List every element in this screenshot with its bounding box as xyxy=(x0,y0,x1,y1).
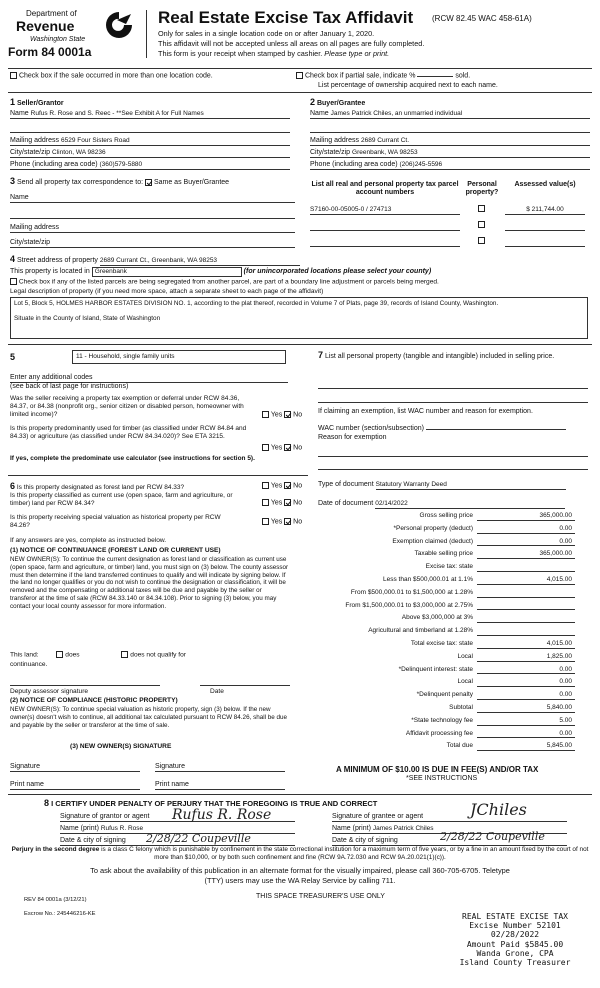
notice-compliance-title: (2) NOTICE OF COMPLIANCE (HISTORIC PROPERTY) xyxy=(10,697,178,704)
forest-yes-no[interactable]: Yes No xyxy=(262,482,302,491)
tax-row-value[interactable] xyxy=(477,563,575,572)
tax-row-value[interactable]: 0.00 xyxy=(477,678,575,687)
dor-logo xyxy=(8,8,140,60)
assessed-col-header: Assessed value(s) xyxy=(514,181,576,188)
grantee-signature-ink: JChiles xyxy=(470,800,527,819)
additional-codes[interactable]: Enter any additional codes (see back of last page for instructions) xyxy=(10,374,288,392)
personal-property-col-header: Personal property? xyxy=(465,181,499,197)
section-4-street: 4 Street address of property 2689 Currant Ct., Greenbank, WA 98253 xyxy=(10,254,300,266)
tax-row-value[interactable]: 5.00 xyxy=(477,717,575,726)
tax-row-label: Agricultural and timberland at 1.28% xyxy=(368,627,473,635)
tax-row-label: Affidavit processing fee xyxy=(405,729,473,737)
grantor-name-print[interactable]: Name (print) Rufus R. Rose xyxy=(60,825,295,834)
correspondence-name-field[interactable]: Name xyxy=(10,194,295,203)
segregated-checkbox[interactable] xyxy=(10,278,17,285)
tax-row-value[interactable]: 4,015.00 xyxy=(477,576,575,585)
legal-description-box[interactable] xyxy=(10,297,588,339)
tax-row-value[interactable] xyxy=(477,589,575,598)
land-use-code-select[interactable]: 11 - Household, single family units xyxy=(72,350,286,364)
timber-yes-checkbox[interactable] xyxy=(262,444,269,451)
correspondence-mailing-field[interactable]: Mailing address xyxy=(10,224,295,233)
see-instructions: *SEE INSTRUCTIONS xyxy=(406,775,478,782)
treasurer-use-only: THIS SPACE TREASURER'S USE ONLY xyxy=(256,893,385,900)
treasurer-stamp xyxy=(440,912,590,967)
personal-property-checkbox-1[interactable] xyxy=(478,205,485,212)
tax-row xyxy=(325,601,575,612)
does-qualify-checkbox[interactable] xyxy=(56,651,63,658)
tax-row-value[interactable]: 0.00 xyxy=(477,666,575,675)
historic-no-checkbox[interactable] xyxy=(284,518,291,525)
historic-yes-no[interactable]: Yes No xyxy=(262,518,302,527)
partial-sale-check[interactable]: Check box if partial sale, indicate % sold. xyxy=(296,72,470,81)
dept-line1: Department of xyxy=(26,9,77,18)
stamp-line: Excise Number 52101 xyxy=(469,921,561,931)
section-5-num: 5 xyxy=(10,352,16,362)
section-1-heading: 1 Seller/Grantor xyxy=(10,97,64,107)
tax-row-label: Above $3,000,000 at 3% xyxy=(401,614,473,622)
seller-mailing-field[interactable]: Mailing address 6529 Four Sisters Road xyxy=(10,137,290,146)
tax-row-label: Less than $500,000.01 at 1.1% xyxy=(383,576,473,583)
location-select[interactable]: Greenbank xyxy=(92,267,242,277)
tax-row xyxy=(325,562,575,573)
tax-row-value[interactable]: 0.00 xyxy=(477,538,575,547)
forest-question: 6 Is this property designated as forest land per RCW 84.33? xyxy=(10,481,185,491)
tax-row xyxy=(325,575,575,586)
alt-format-line1: To ask about the availability of this publication in an alternate format for the visually impaired, please call 360-705-6705. Teletype xyxy=(90,866,510,875)
does-not-qualify-checkbox[interactable] xyxy=(121,651,128,658)
wa-swoosh-icon xyxy=(104,10,134,40)
deputy-assessor-sig[interactable]: Deputy assessor signature xyxy=(10,688,89,695)
tax-row-label: Exemption claimed (deduct) xyxy=(392,537,473,545)
exemption-question: Was the seller receiving a property tax exemption or deferral under RCW 84.36, 84.37, or 84.38 (nonprofit org., senior citizen or disabled person, homeowner with limited income)? xyxy=(10,395,244,418)
legal-desc-line2: Situate in the County of Island, State of Washington xyxy=(14,314,161,322)
owner-print-1[interactable]: Print name xyxy=(10,781,140,790)
tax-row-value[interactable]: 0.00 xyxy=(477,691,575,700)
section-7-heading: 7 List all personal property (tangible and intangible) included in selling price. xyxy=(318,350,555,360)
partial-sale-note: List percentage of ownership acquired next to each name. xyxy=(318,82,498,89)
tax-row-value[interactable]: 4,015.00 xyxy=(477,640,575,649)
tax-row-label: *Delinquent interest: state xyxy=(398,665,473,673)
exemption-no-checkbox[interactable] xyxy=(284,411,291,418)
timber-question: Is this property predominantly used for timber (as classified under RCW 84.84 and 84.33) or agriculture (as classified under RCW 84.34.020)? See ETA 3215. xyxy=(10,425,247,440)
timber-no-checkbox[interactable] xyxy=(284,444,291,451)
if-any-yes: If any answers are yes, complete as instructed below. xyxy=(10,537,167,544)
grantor-signature-ink: Rufus R. Rose xyxy=(172,807,272,823)
current-use-yes-no[interactable]: Yes No xyxy=(262,499,302,508)
segregated-check[interactable]: Check box if any of the listed parcels are being segregated from another parcel, are part of a boundary line adjustment or parcels being merged. xyxy=(10,278,439,286)
current-use-question: Is this property classified as current use (open space, farm and agriculture, or timber) land per RCW 84.34? xyxy=(10,492,233,507)
tax-row-value[interactable]: 5,845.00 xyxy=(477,742,575,751)
tax-row-label: Excise tax: state xyxy=(425,563,473,571)
tax-row-label: Gross selling price xyxy=(419,512,473,519)
tax-row-label: From $500,000.01 to $1,500,000 at 1.28% xyxy=(350,588,473,596)
alt-format-line2: (TTY) users may use the WA Relay Service by calling 711. xyxy=(204,876,396,885)
tax-row-label: Subtotal xyxy=(449,704,473,711)
current-use-no-checkbox[interactable] xyxy=(284,499,291,506)
multi-location-checkbox[interactable] xyxy=(10,72,17,79)
correspondence-city-field[interactable]: City/state/zip xyxy=(10,239,295,248)
tax-row-label: Taxable selling price xyxy=(414,550,473,558)
forest-yes-checkbox[interactable] xyxy=(262,482,269,489)
tax-row xyxy=(325,537,575,548)
tax-row-label: Total excise tax: state xyxy=(410,640,473,647)
header-note-2: This affidavit will not be accepted unless all areas on all pages are fully completed. xyxy=(158,39,425,48)
tax-row xyxy=(325,690,575,701)
rcw-reference: (RCW 82.45 WAC 458-61A) xyxy=(432,14,532,23)
tax-row xyxy=(325,511,575,522)
escrow-number: Escrow No.: 245446216-KE xyxy=(24,911,96,917)
tax-row-label: *Delinquent penalty xyxy=(416,691,473,699)
continuance-label: continuance. xyxy=(10,661,48,668)
tax-row xyxy=(325,639,575,650)
tax-row-value[interactable]: 1,825.00 xyxy=(477,653,575,662)
grantee-name-print[interactable]: Name (print) James Patrick Chiles xyxy=(332,825,567,834)
tax-row-label: From $1,500,000.01 to $3,000,000 at 2.75% xyxy=(345,601,473,609)
tax-row-label: Total due xyxy=(446,742,473,750)
tax-row-value[interactable]: 5,840.00 xyxy=(477,704,575,713)
header-note-1: Only for sales in a single location code on or after January 1, 2020. xyxy=(158,29,375,38)
deputy-date[interactable]: Date xyxy=(210,688,224,695)
tax-row xyxy=(325,729,575,740)
rev-number: REV 84 0001a (3/12/21) xyxy=(24,897,87,903)
certify-statement: 8 I CERTIFY UNDER PENALTY OF PERJURY THAT THE FOREGOING IS TRUE AND CORRECT xyxy=(44,798,378,808)
current-use-yes-checkbox[interactable] xyxy=(262,499,269,506)
tax-row xyxy=(325,677,575,688)
grantee-date-ink: 2/28/22 Coupeville xyxy=(440,830,545,843)
forest-no-checkbox[interactable] xyxy=(284,482,291,489)
owner-print-2[interactable]: Print name xyxy=(155,781,285,790)
legal-desc-label: Legal description of property (if you need more space, attach a separate sheet to each page of the affidavit) xyxy=(10,288,324,295)
tax-row xyxy=(325,703,575,714)
tax-row xyxy=(325,613,575,624)
stamp-line: Island County Treasurer xyxy=(459,957,571,967)
tax-row-label: *Personal property (deduct) xyxy=(393,524,473,532)
tax-row-value[interactable]: 0.00 xyxy=(477,730,575,739)
notice-continuance-title: (1) NOTICE OF CONTINUANCE (FOREST LAND OR CURRENT USE) xyxy=(10,547,221,554)
tax-row-value[interactable] xyxy=(477,614,575,623)
grantee-signature[interactable]: Signature of grantee or agent xyxy=(332,813,567,822)
seller-phone-field[interactable]: Phone (including area code) (360)579-5880 xyxy=(10,161,290,170)
new-owner-sig-title: (3) NEW OWNER(S) SIGNATURE xyxy=(70,743,172,750)
document-type[interactable]: Type of document Statutory Warranty Deed xyxy=(318,481,566,490)
grantor-date-city[interactable]: Date & city of signing xyxy=(60,837,295,846)
form-number: Form 84 0001a xyxy=(8,45,92,59)
form-title: Real Estate Excise Tax Affidavit xyxy=(158,8,414,27)
timber-yes-no[interactable]: Yes No xyxy=(262,444,302,453)
stamp-line: REAL ESTATE EXCISE TAX xyxy=(462,912,568,921)
assessed-value-1[interactable]: $ 211,744.00 xyxy=(505,206,585,215)
dept-line3: Washington State xyxy=(30,36,86,43)
exemption-yes-checkbox[interactable] xyxy=(262,411,269,418)
tax-row-value[interactable] xyxy=(477,602,575,611)
owner-signature-1[interactable]: Signature xyxy=(10,763,140,772)
buyer-phone-field[interactable]: Phone (including area code) (206)245-5596 xyxy=(310,161,590,170)
tax-row xyxy=(325,549,575,560)
parcel-row-1[interactable]: S7160-00-05005-0 / 274713 xyxy=(310,206,460,215)
tax-row xyxy=(325,652,575,663)
section-3-heading: 3 Send all property tax correspondence to: Same as Buyer/Grantee xyxy=(10,176,230,186)
tax-row xyxy=(325,741,575,752)
tax-row-label: Local xyxy=(457,652,473,660)
buyer-name-field[interactable]: Name James Patrick Chiles, an unmarried individual xyxy=(310,110,590,119)
grantor-date-ink: 2/28/22 Coupeville xyxy=(146,832,251,845)
seller-name-field[interactable]: Name Rufus R. Rose and S. Reec - **See Exhibit A for Full Names xyxy=(10,110,290,119)
parcel-col-header: List all real and personal property tax parcel account numbers xyxy=(311,181,459,197)
tax-row-label: *State technology fee xyxy=(411,716,473,724)
stamp-line: Wanda Grone, CPA xyxy=(476,948,554,958)
historic-question: Is this property receiving special valuation as historical property per RCW 84.26? xyxy=(10,514,221,529)
minimum-due-note: A MINIMUM OF $10.00 IS DUE IN FEE(S) AND/OR TAX xyxy=(336,765,539,774)
tax-row-value[interactable] xyxy=(477,627,575,636)
owner-signature-2[interactable]: Signature xyxy=(155,763,285,772)
partial-sale-checkbox[interactable] xyxy=(296,72,303,79)
buyer-city-field[interactable]: City/state/zip Greenbank, WA 98253 xyxy=(310,149,590,158)
grantee-date-city[interactable]: Date & city of signing xyxy=(332,837,567,846)
tax-row xyxy=(325,665,575,676)
stamp-line: 02/28/2022 xyxy=(490,930,540,940)
multi-location-check[interactable]: Check box if the sale occurred in more than one location code. xyxy=(10,72,213,81)
personal-property-checkbox-3[interactable] xyxy=(478,237,485,244)
land-qualify-row[interactable]: This land: does does not qualify for xyxy=(10,651,186,659)
perjury-notice: Perjury in the second degree is a class C felony which is punishable by confinement in the state correctional institution for a maximum term of five years, or by a fine in an amount fixed by the court of not more than $10,000, or by both such confinement and fine (RCW 9A.72.030 and RCW 9A.20.021(1)(c)). xyxy=(11,846,589,861)
dept-line2: Revenue xyxy=(16,18,75,34)
tax-row-label: Local xyxy=(457,678,473,686)
tax-row-value[interactable]: 365,000.00 xyxy=(477,512,575,521)
historic-yes-checkbox[interactable] xyxy=(262,518,269,525)
timber-if-yes: If yes, complete the predominate use calculator (see instructions for section 5). xyxy=(10,455,255,462)
tax-row xyxy=(325,716,575,727)
section-2-heading: 2 Buyer/Grantee xyxy=(310,97,366,107)
document-date[interactable]: Date of document 02/14/2022 xyxy=(318,500,565,509)
legal-desc-line1: Lot 5, Block 5, HOLMES HARBOR ESTATES DIVISION NO. 1, according to the plat thereof, recorded in Volume 7 of Plats, page 39, records of Island County, Washington. xyxy=(14,300,499,307)
exemption-reason-label: Reason for exemption xyxy=(318,434,387,441)
stamp-line: Amount Paid $5845.00 xyxy=(466,939,564,949)
seller-city-field[interactable]: City/state/zip Clinton, WA 98236 xyxy=(10,149,290,158)
tax-row xyxy=(325,588,575,599)
wac-field[interactable]: WAC number (section/subsection) xyxy=(318,425,566,433)
exemption-claim-label: If claiming an exemption, list WAC number and reason for exemption. xyxy=(318,408,533,415)
notice-continuance-body: NEW OWNER(S): To continue the current designation as forest land or classification as current use (open space, farm and agriculture, or timber) land, you must sign on (3) below. The county assessor must then determine if the land transferred continues to qualify and will indicate by signing below. If the land no longer qualifies or you do not wish to continue the designation or classification, it will be removed and the compensating or additional taxes will be due and payable by the seller or transferor at the time of sale (RCW 84.33.140 or 84.34.108). Prior to signing (3) below, you may contact your local county assessor for more information. xyxy=(10,556,289,610)
grantor-signature[interactable]: Signature of grantor or agent xyxy=(60,813,295,822)
buyer-mailing-field[interactable]: Mailing address 2689 Currant Ct. xyxy=(310,137,590,146)
tax-row xyxy=(325,626,575,637)
exemption-yes-no[interactable]: Yes No xyxy=(262,411,302,420)
tax-row-value[interactable]: 0.00 xyxy=(477,525,575,534)
personal-property-checkbox-2[interactable] xyxy=(478,221,485,228)
tax-row xyxy=(325,524,575,535)
located-in-row: This property is located in Greenbank (for unincorporated locations please select your county) xyxy=(10,268,432,275)
same-as-buyer-checkbox[interactable] xyxy=(145,179,152,186)
header-note-3: This form is your receipt when stamped by cashier. Please type or print. xyxy=(158,49,390,58)
notice-compliance-body: NEW OWNER(S): To continue special valuation as historic property, sign (3) below. If the new owner(s) doesn't wish to continue, all additional tax calculated pursuant to RCW 84.26, shall be due and payable by the seller or transferor at the time of sale. xyxy=(10,706,288,729)
tax-row-value[interactable]: 365,000.00 xyxy=(477,550,575,559)
